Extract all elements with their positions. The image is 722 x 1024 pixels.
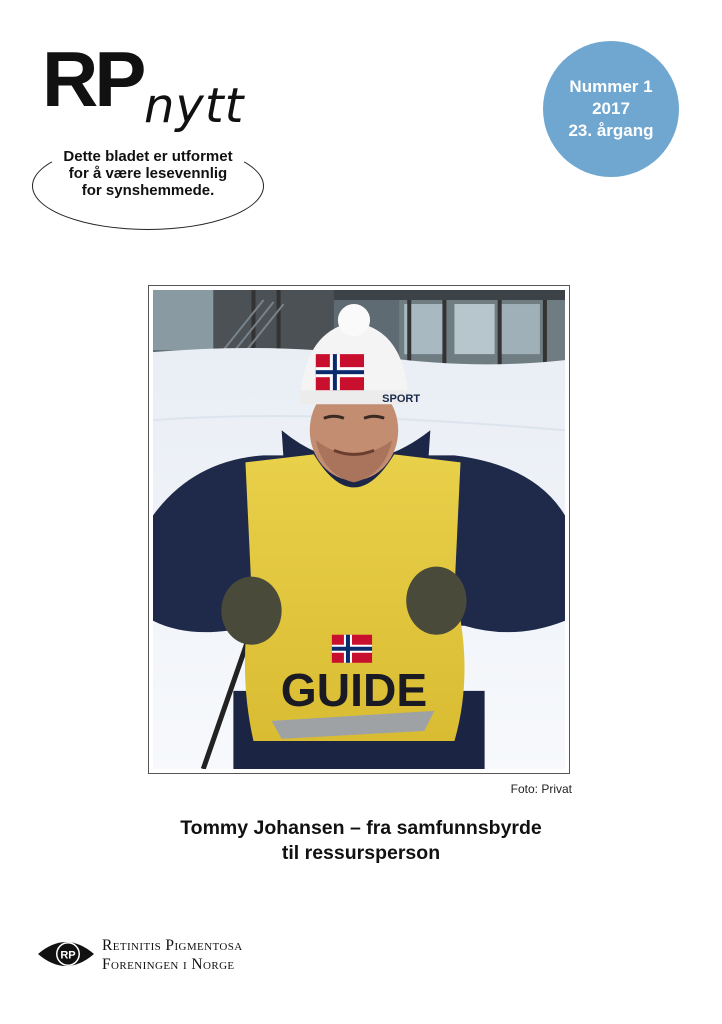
- logo-rp-text: RP: [42, 35, 143, 123]
- headline-line: Tommy Johansen – fra samfunnsbyrde: [180, 817, 542, 839]
- hat-flag: [316, 354, 364, 390]
- logo-nytt-text: nytt: [144, 78, 245, 134]
- issue-volume: 23. årgang: [568, 121, 654, 140]
- issue-number: Nummer 1: [569, 77, 653, 96]
- eye-logo-text: RP: [60, 949, 76, 962]
- rp-nytt-logo: [40, 35, 280, 240]
- tagline-line: for synshemmede.: [81, 182, 215, 199]
- issue-badge: [543, 41, 679, 177]
- issue-year: 2017: [592, 99, 630, 118]
- hat-text: SPORT: [382, 393, 421, 406]
- cover-photo-frame: [148, 285, 570, 774]
- organization-name-line: Retinitis Pigmentosa: [102, 937, 243, 954]
- tagline-line: Dette bladet er utformet: [63, 148, 233, 165]
- cover-headline: [0, 816, 722, 866]
- organization-name-line: Foreningen i Norge: [102, 956, 235, 973]
- eye-icon: [36, 936, 96, 972]
- photo-credit: Foto: Privat: [510, 782, 572, 796]
- tagline: [40, 148, 256, 199]
- cover-photo: [153, 290, 565, 769]
- bib-flag: [332, 635, 372, 663]
- tagline-line: for å være lesevennlig: [68, 165, 228, 182]
- headline-line: til ressursperson: [281, 842, 441, 864]
- organization-name: [102, 936, 243, 974]
- organization-logo: [36, 934, 276, 978]
- bib-text: GUIDE: [280, 663, 428, 716]
